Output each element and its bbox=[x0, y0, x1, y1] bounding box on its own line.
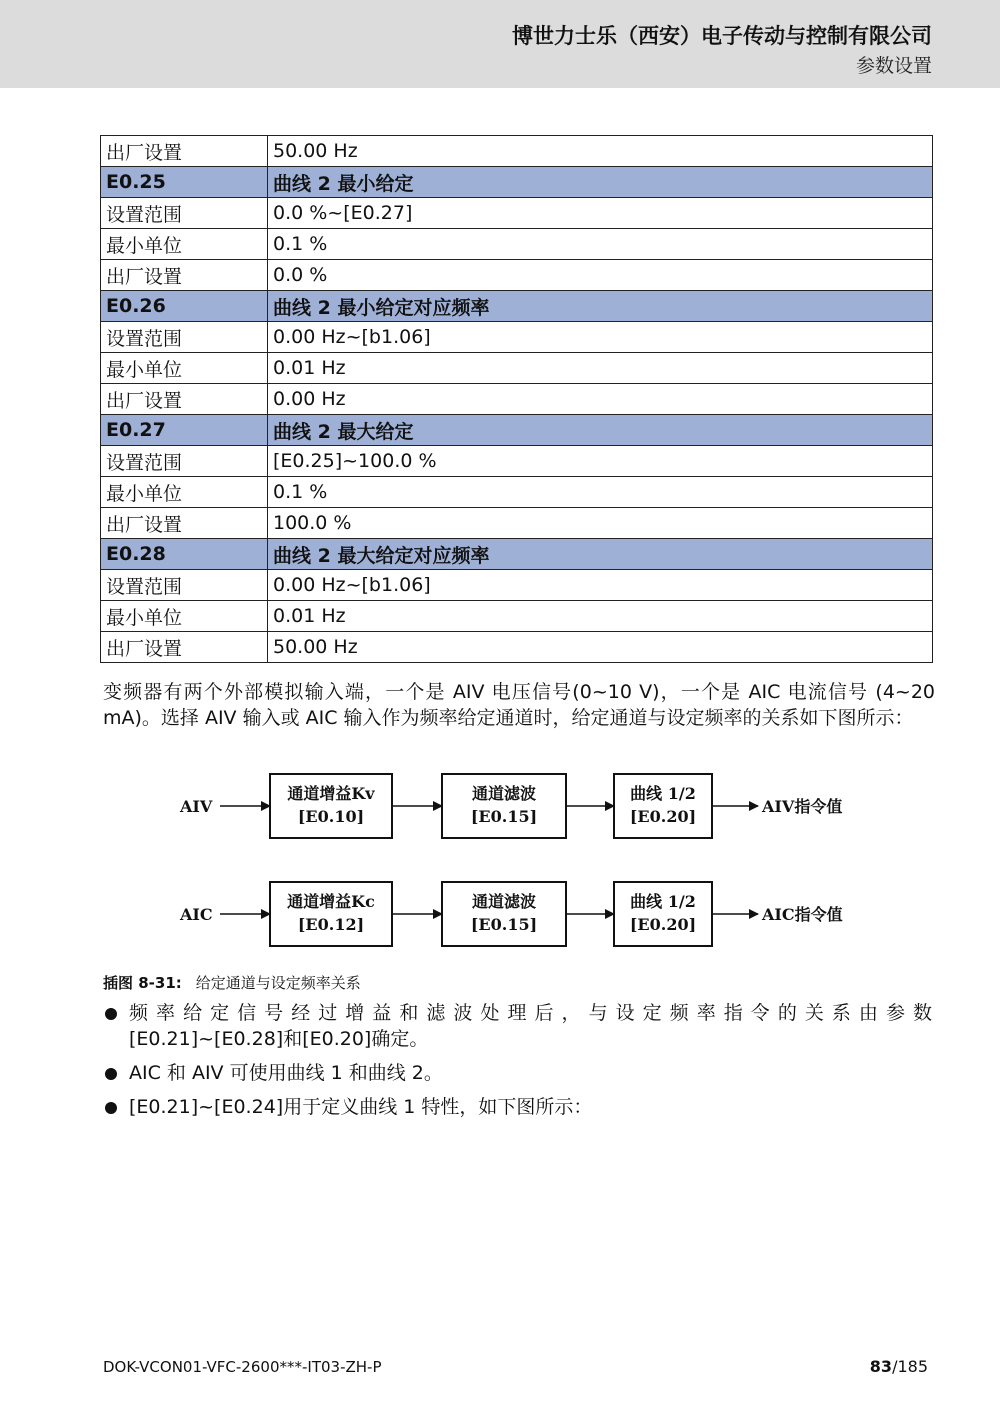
parameter-code: E0.25 bbox=[101, 167, 268, 198]
list-item bbox=[103, 1060, 935, 1086]
figure-caption bbox=[103, 972, 361, 993]
caption-label: 插图 8-31: bbox=[103, 974, 182, 992]
row-label: 出厂设置 bbox=[101, 260, 268, 291]
table-row bbox=[101, 446, 933, 477]
table-row bbox=[101, 632, 933, 663]
block-param: [E0.20] bbox=[629, 807, 697, 826]
row-value: 0.00 Hz bbox=[268, 384, 933, 415]
table-row bbox=[101, 260, 933, 291]
block-param: [E0.15] bbox=[470, 915, 538, 934]
block-title: 通道增益Kc bbox=[287, 892, 375, 911]
row-label: 出厂设置 bbox=[101, 384, 268, 415]
caption-text: 给定通道与设定频率关系 bbox=[195, 974, 361, 992]
block-title: 曲线 1/2 bbox=[630, 892, 696, 911]
row-value: 0.0 % bbox=[268, 260, 933, 291]
block-param: [E0.10] bbox=[297, 807, 365, 826]
parameter-table bbox=[100, 135, 933, 663]
bullet-text-line2: [E0.21]~[E0.28]和[E0.20]确定。 bbox=[129, 1028, 429, 1050]
row-value: 100.0 % bbox=[268, 508, 933, 539]
parameter-code: E0.28 bbox=[101, 539, 268, 570]
row-label: 设置范围 bbox=[101, 446, 268, 477]
block-title: 通道增益Kv bbox=[287, 784, 375, 803]
section-title: 参数设置 bbox=[855, 55, 932, 77]
parameter-header-row bbox=[101, 415, 933, 446]
block-title: 通道滤波 bbox=[471, 784, 537, 803]
table-row bbox=[101, 353, 933, 384]
page-number bbox=[870, 1357, 928, 1376]
block-param: [E0.12] bbox=[297, 915, 365, 934]
row-value: 0.00 Hz~[b1.06] bbox=[268, 570, 933, 601]
parameter-header-row bbox=[101, 291, 933, 322]
row-label: 出厂设置 bbox=[101, 136, 268, 167]
row-label: 最小单位 bbox=[101, 601, 268, 632]
parameter-name: 曲线 2 最大给定对应频率 bbox=[268, 539, 933, 570]
row-label: 最小单位 bbox=[101, 353, 268, 384]
row-value: [E0.25]~100.0 % bbox=[268, 446, 933, 477]
row-label: 最小单位 bbox=[101, 229, 268, 260]
page-current: 83 bbox=[869, 1357, 893, 1376]
input-label: AIC bbox=[180, 905, 213, 924]
parameter-name: 曲线 2 最大给定 bbox=[268, 415, 933, 446]
company-name: 博世力士乐（西安）电子传动与控制有限公司 bbox=[512, 24, 932, 48]
row-value: 0.01 Hz bbox=[268, 353, 933, 384]
list-item bbox=[103, 1094, 935, 1120]
row-label: 设置范围 bbox=[101, 322, 268, 353]
document-id: DOK-VCON01-VFC-2600***-IT03-ZH-P bbox=[103, 1358, 382, 1376]
row-label: 设置范围 bbox=[101, 570, 268, 601]
parameter-name: 曲线 2 最小给定 bbox=[268, 167, 933, 198]
input-label: AIV bbox=[180, 797, 213, 816]
row-value: 0.1 % bbox=[268, 477, 933, 508]
table-row bbox=[101, 477, 933, 508]
table-row bbox=[101, 198, 933, 229]
block-param: [E0.15] bbox=[470, 807, 538, 826]
row-value: 50.00 Hz bbox=[268, 632, 933, 663]
table-row bbox=[101, 229, 933, 260]
bullet-dot-icon bbox=[105, 1102, 117, 1114]
block-title: 通道滤波 bbox=[471, 892, 537, 911]
row-value: 50.00 Hz bbox=[268, 136, 933, 167]
table-row bbox=[101, 508, 933, 539]
table-row bbox=[101, 570, 933, 601]
list-item bbox=[103, 1000, 935, 1052]
parameter-code: E0.26 bbox=[101, 291, 268, 322]
row-value: 0.01 Hz bbox=[268, 601, 933, 632]
row-label: 最小单位 bbox=[101, 477, 268, 508]
row-value: 0.1 % bbox=[268, 229, 933, 260]
bullet-list bbox=[103, 1000, 935, 1128]
bullet-text: AIC 和 AIV 可使用曲线 1 和曲线 2。 bbox=[129, 1062, 443, 1084]
parameter-name: 曲线 2 最小给定对应频率 bbox=[268, 291, 933, 322]
channel-flow-diagram bbox=[170, 770, 870, 955]
table-row bbox=[101, 384, 933, 415]
bullet-text: [E0.21]~[E0.24]用于定义曲线 1 特性，如下图所示： bbox=[129, 1096, 593, 1118]
row-value: 0.0 %~[E0.27] bbox=[268, 198, 933, 229]
output-label: AIV指令值 bbox=[762, 797, 843, 816]
bullet-text-line1: 频率给定信号经过增益和滤波处理后，与设定频率指令的关系由参数 bbox=[129, 1002, 935, 1024]
table-row bbox=[101, 322, 933, 353]
row-label: 出厂设置 bbox=[101, 508, 268, 539]
row-label: 出厂设置 bbox=[101, 632, 268, 663]
intro-paragraph: 变频器有两个外部模拟输入端，一个是 AIV 电压信号(0~10 V)，一个是 AIC 电流信号 (4~20 mA)。选择 AIV 输入或 AIC 输入作为频率给定通道时，给定通道与设定频率的关系如下图所示： bbox=[103, 681, 935, 729]
table-row bbox=[101, 601, 933, 632]
block-param: [E0.20] bbox=[629, 915, 697, 934]
table-row bbox=[101, 136, 933, 167]
output-label: AIC指令值 bbox=[762, 905, 843, 924]
bullet-dot-icon bbox=[105, 1068, 117, 1080]
row-value: 0.00 Hz~[b1.06] bbox=[268, 322, 933, 353]
parameter-code: E0.27 bbox=[101, 415, 268, 446]
parameter-header-row bbox=[101, 167, 933, 198]
bullet-dot-icon bbox=[105, 1008, 117, 1020]
page-header bbox=[0, 0, 1000, 88]
parameter-header-row bbox=[101, 539, 933, 570]
block-title: 曲线 1/2 bbox=[630, 784, 696, 803]
row-label: 设置范围 bbox=[101, 198, 268, 229]
page-total: /185 bbox=[892, 1357, 928, 1376]
